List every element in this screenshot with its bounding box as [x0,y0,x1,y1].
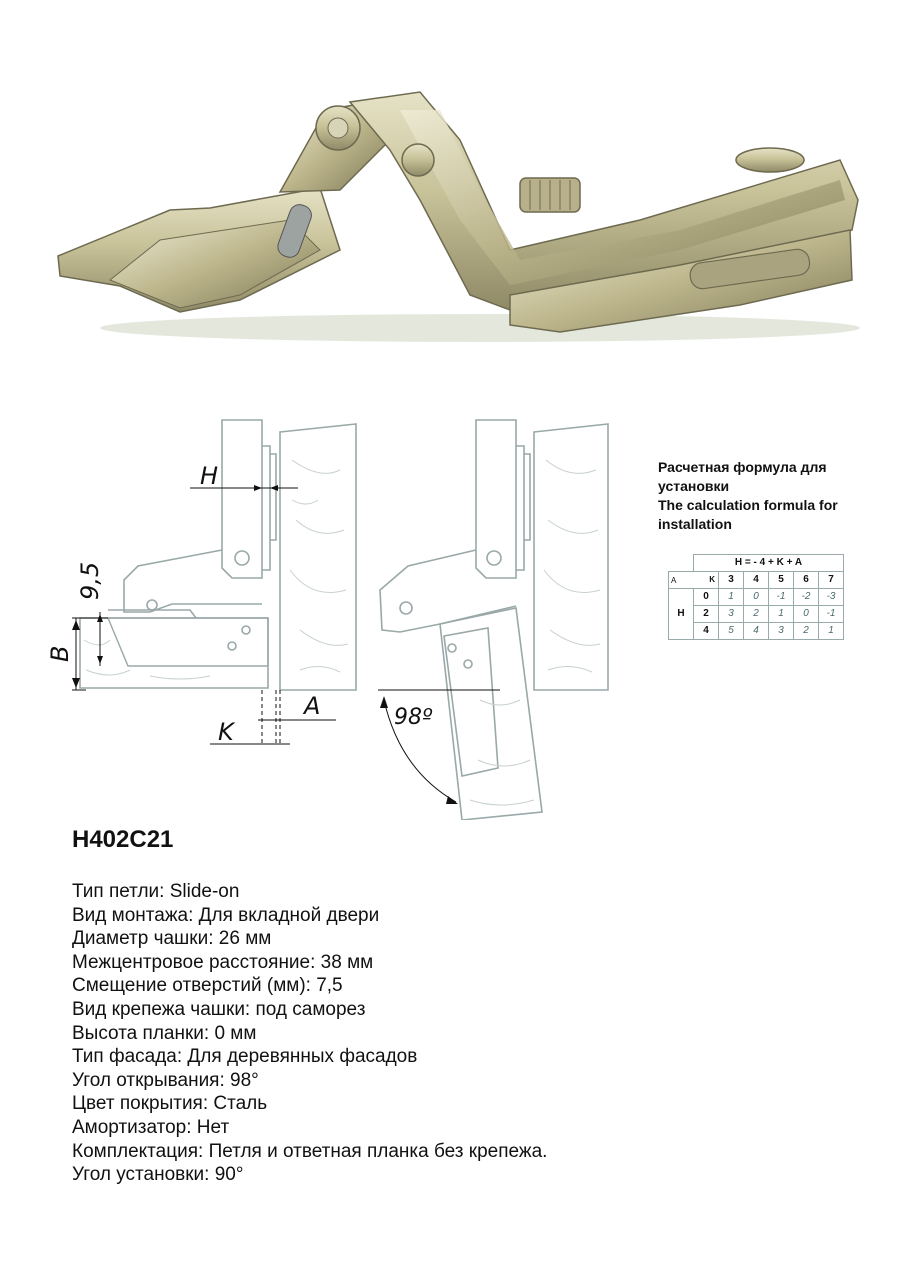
formula-title [658,458,878,534]
h-value: -3 [819,589,844,606]
h-value: 4 [744,623,769,640]
table-row [669,623,844,640]
dim-label-offset: 9,5 [76,561,104,600]
a-value: 4 [694,623,719,640]
formula-title-en-2: installation [658,516,732,532]
product-title: H402C21 [72,826,174,853]
spec-line: Тип петли: Slide-on [72,881,240,902]
formula-title-en-1: The calculation formula for [658,497,838,513]
spec-line: Угол установки: 90° [72,1164,244,1186]
k-value: 3 [719,572,744,589]
spec-line: Смещение отверстий (мм): 7,5 [72,975,343,997]
spec-line: Межцентровое расстояние: 38 мм [72,951,374,973]
installation-drawing [0,400,640,820]
h-value: 2 [744,606,769,623]
h-value: 5 [719,623,744,640]
spec-line: Вид монтажа: Для вкладной двери [72,904,380,926]
h-value: -1 [819,606,844,623]
h-value: 3 [719,606,744,623]
table-row [669,606,844,623]
dim-label-a: A [304,692,321,720]
h-value: 1 [719,589,744,606]
formula-title-ru-2: установки [658,478,730,494]
h-value: 0 [744,589,769,606]
spec-line: Тип фасада: Для деревянных фасадов [72,1046,418,1068]
k-value: 5 [769,572,794,589]
spec-line: Диаметр чашки: 26 мм [72,928,272,950]
spec-list [72,880,547,1187]
spec-line: Угол открывания: 98° [72,1069,259,1091]
opening-angle-label: 98º [394,705,433,730]
spec-line: Вид крепежа чашки: под саморез [72,998,366,1020]
hinge-photo [40,80,870,350]
row-label-h: H [669,589,694,640]
k-value: 6 [794,572,819,589]
spec-line: Амортизатор: Нет [72,1116,230,1138]
h-value: 0 [794,606,819,623]
corner-label-a: A [671,576,677,585]
h-value: 1 [769,606,794,623]
h-value: 2 [794,623,819,640]
formula-title-ru-1: Расчетная формула для [658,459,827,475]
spec-line: Комплектация: Петля и ответная планка без крепежа. [72,1140,548,1162]
h-value: -2 [794,589,819,606]
corner-label-k: K [709,575,715,584]
spec-line: Высота планки: 0 мм [72,1022,257,1044]
table-row [669,589,844,606]
h-value: 1 [819,623,844,640]
dim-label-h: H [200,462,219,490]
dim-label-k: K [218,718,234,746]
h-value: 3 [769,623,794,640]
k-value: 7 [819,572,844,589]
dim-label-b: B [46,645,74,662]
a-value: 0 [694,589,719,606]
formula-table [668,554,844,640]
a-value: 2 [694,606,719,623]
table-corner [669,572,719,589]
formula-header: H = - 4 + K + A [694,555,844,572]
h-value: -1 [769,589,794,606]
spec-line: Цвет покрытия: Сталь [72,1093,268,1115]
k-value: 4 [744,572,769,589]
